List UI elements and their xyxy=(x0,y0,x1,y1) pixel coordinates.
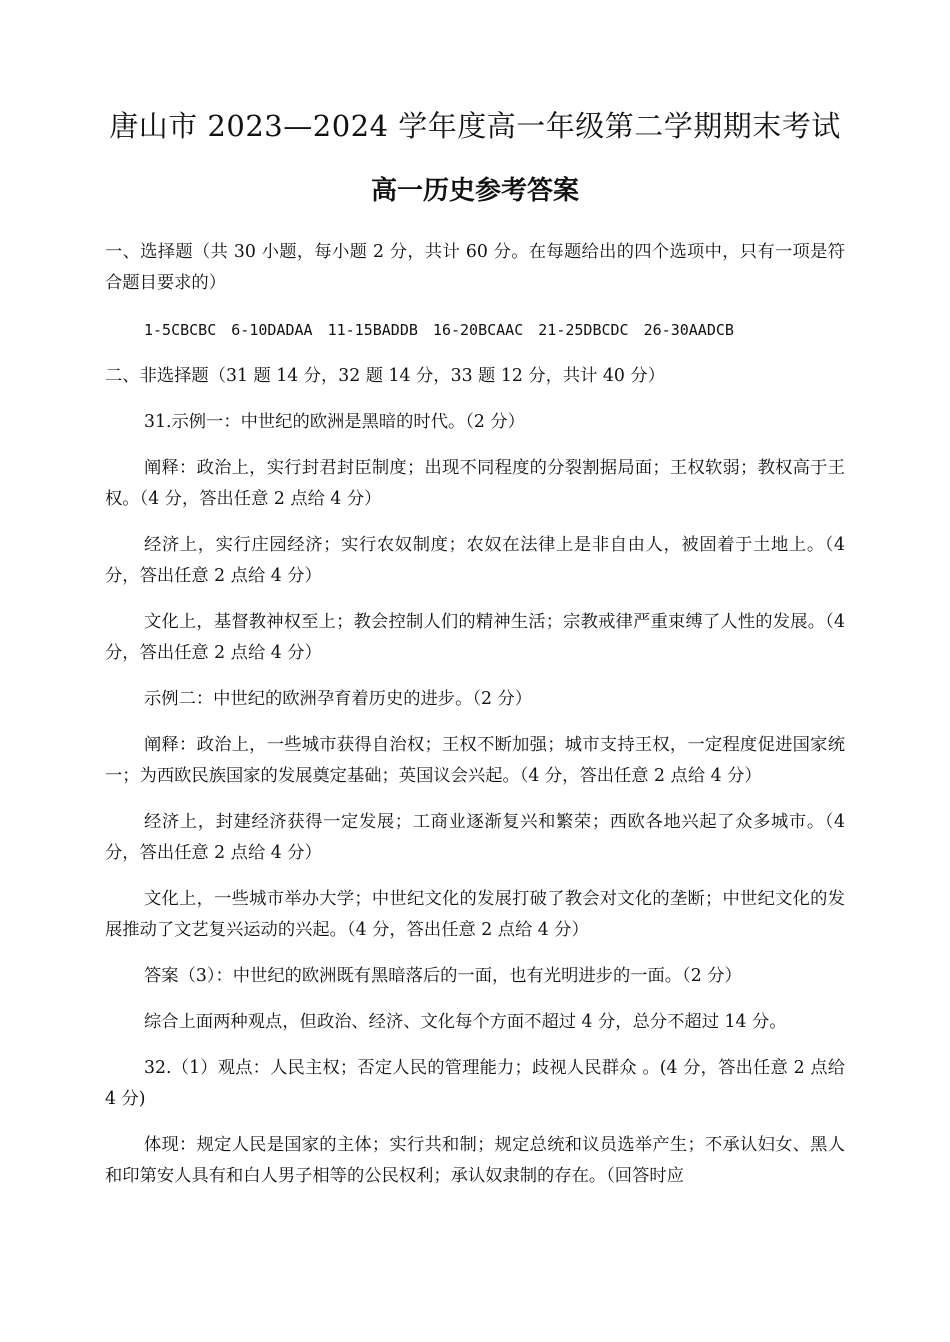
section2-heading: 二、非选择题（31 题 14 分，32 题 14 分，33 题 12 分，共计 40 分） xyxy=(105,366,665,386)
paragraph: 32.（1）观点：人民主权；否定人民的管理能力；歧视人民群众 。(4 分，答出任意 2 点给 4 分) xyxy=(105,1058,845,1109)
paragraph: 答案（3）：中世纪的欧洲既有黑暗落后的一面，也有光明进步的一面。（2 分） xyxy=(144,966,742,986)
section1-heading: 一、选择题（共 30 小题，每小题 2 分，共计 60 分。在每题给出的四个选项中，只有一项是符合题目要求的） xyxy=(105,242,845,293)
document-title: 唐山市 2023—2024 学年度高一年级第二学期期末考试 xyxy=(109,109,841,143)
paragraph: 综合上面两种观点，但政治、经济、文化每个方面不超过 4 分，总分不超过 14 分。 xyxy=(144,1012,787,1032)
choice-answers: 1-5CBCBC 6-10DADAA 11-15BADDB 16-20BCAAC 21-25DBCDC 26-30AADCB xyxy=(144,321,734,339)
paragraph: 31.示例一：中世纪的欧洲是黑暗的时代。（2 分） xyxy=(144,412,525,432)
document-body xyxy=(105,237,845,1192)
paragraph: 经济上，封建经济获得一定发展；工商业逐渐复兴和繁荣；西欧各地兴起了众多城市。（4 分，答出任意 2 点给 4 分） xyxy=(105,812,845,863)
document-subtitle: 高一历史参考答案 xyxy=(370,176,579,206)
paragraph: 体现：规定人民是国家的主体；实行共和制；规定总统和议员选举产生；不承认妇女、黑人和印第安人具有和白人男子相等的公民权利；承认奴隶制的存在。（回答时应 xyxy=(105,1135,845,1186)
paragraph: 示例二：中世纪的欧洲孕育着历史的进步。（2 分） xyxy=(144,689,533,709)
paragraph: 阐释：政治上，一些城市获得自治权；王权不断加强；城市支持王权，一定程度促进国家统一；为西欧民族国家的发展奠定基础；英国议会兴起。（4 分，答出任意 2 点给 4 分） xyxy=(105,735,845,786)
paragraph: 文化上，基督教神权至上；教会控制人们的精神生活；宗教戒律严重束缚了人性的发展。（4 分，答出任意 2 点给 4 分） xyxy=(105,612,845,663)
paragraph: 经济上，实行庄园经济；实行农奴制度；农奴在法律上是非自由人，被固着于土地上。（4 分，答出任意 2 点给 4 分） xyxy=(105,535,845,586)
paragraph: 阐释：政治上，实行封君封臣制度；出现不同程度的分裂割据局面；王权软弱；教权高于王权。（4 分，答出任意 2 点给 4 分） xyxy=(105,458,845,509)
paragraph: 文化上，一些城市举办大学；中世纪文化的发展打破了教会对文化的垄断；中世纪文化的发展推动了文艺复兴运动的兴起。（4 分，答出任意 2 点给 4 分） xyxy=(105,889,845,940)
